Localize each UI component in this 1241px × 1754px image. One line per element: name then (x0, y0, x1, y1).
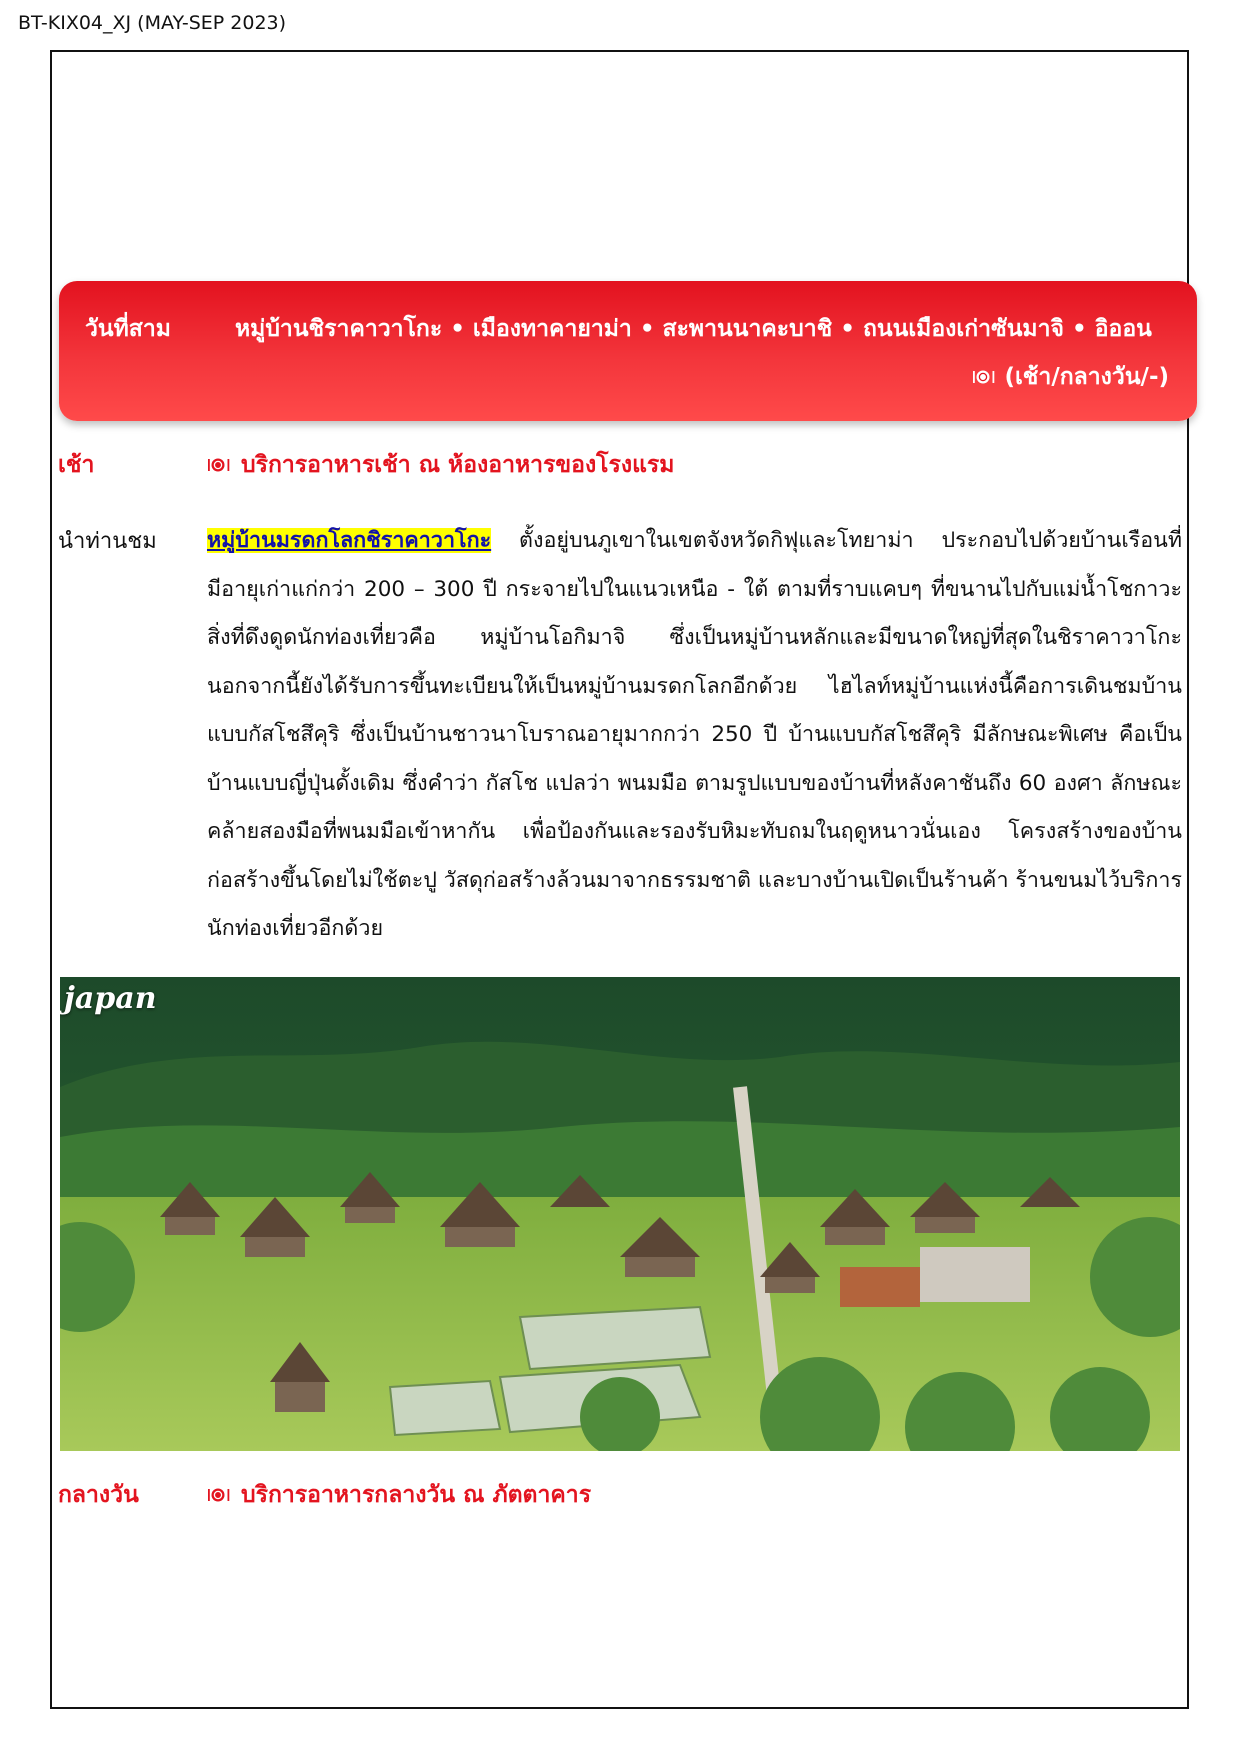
breakfast-label: เช้า (58, 452, 95, 478)
lunch-row (207, 1477, 591, 1513)
day-route: หมู่บ้านชิราคาวาโกะ • เมืองทาคายาม่า • สะพานนาคะบาชิ • ถนนเมืองเก่าซันมาจิ • อิออน (235, 316, 1152, 342)
day-label: วันที่สาม (85, 316, 171, 342)
document-code: BT-KIX04_XJ (MAY-SEP 2023) (18, 12, 287, 34)
plate-utensils-icon (207, 1487, 231, 1503)
day-banner (59, 281, 1197, 421)
lunch-text: บริการอาหารกลางวัน ณ ภัตตาคาร (241, 1482, 592, 1508)
visit-description (207, 517, 1182, 954)
breakfast-text: บริการอาหารเช้า ณ ห้องอาหารของโรงแรม (241, 452, 675, 478)
plate-utensils-icon (972, 369, 996, 385)
photo-brand-watermark: japan (64, 981, 157, 1016)
village-photo (60, 977, 1180, 1451)
visit-label: นำท่านชม (58, 529, 157, 554)
breakfast-row (207, 447, 674, 483)
village-name-highlight: หมู่บ้านมรดกโลกชิราคาวาโกะ (207, 528, 492, 553)
day-meals-text: (เช้า/กลางวัน/-) (1004, 364, 1169, 390)
plate-utensils-icon (207, 457, 231, 473)
lunch-label: กลางวัน (58, 1482, 139, 1508)
day-meals (972, 359, 1169, 395)
visit-text: ตั้งอยู่บนภูเขาในเขตจังหวัดกิฟุและโทยาม่า ประกอบไปด้วยบ้านเรือนที่มีอายุเก่าแก่กว่า 200 – 300 ปี กระจายไปในแนวเหนือ - ใต้ ตามที่ราบแคบๆ ที่ขนานไปกับแม่น้ำโชกาวะ สิ่งที่ดึงดูดนักท่องเที่ยวคือ หมู่บ้านโอกิมาจิ ซึ่งเป็นหมู่บ้านหลักและมีขนาดใหญ่ที่สุดในชิราคาวาโกะ นอกจากนี้ยังได้รับการขึ้นทะเบียนให้เป็นหมู่บ้านมรดกโลกอีกด้วย ไฮไลท์หมู่บ้านแห่งนี้คือการเดินชมบ้านแบบกัสโชสึคุริ ซึ่งเป็นบ้านชาวนาโบราณอายุมากกว่า 250 ปี บ้านแบบกัสโชสึคุริ มีลักษณะพิเศษ คือเป็นบ้านแบบญี่ปุ่นดั้งเดิม ซึ่งคำว่า กัสโช แปลว่า พนมมือ ตามรูปแบบของบ้านที่หลังคาชันถึง 60 องศา ลักษณะคล้ายสองมือที่พนมมือเข้าหากัน เพื่อป้องกันและรองรับหิมะทับถมในฤดูหนาวนั่นเอง โครงสร้างของบ้านก่อสร้างขึ้นโดยไม่ใช้ตะปู วัสดุก่อสร้างล้วนมาจากธรรมชาติ และบางบ้านเปิดเป็นร้านค้า ร้านขนมไว้บริการนักท่องเที่ยวอีกด้วย (207, 528, 1182, 941)
